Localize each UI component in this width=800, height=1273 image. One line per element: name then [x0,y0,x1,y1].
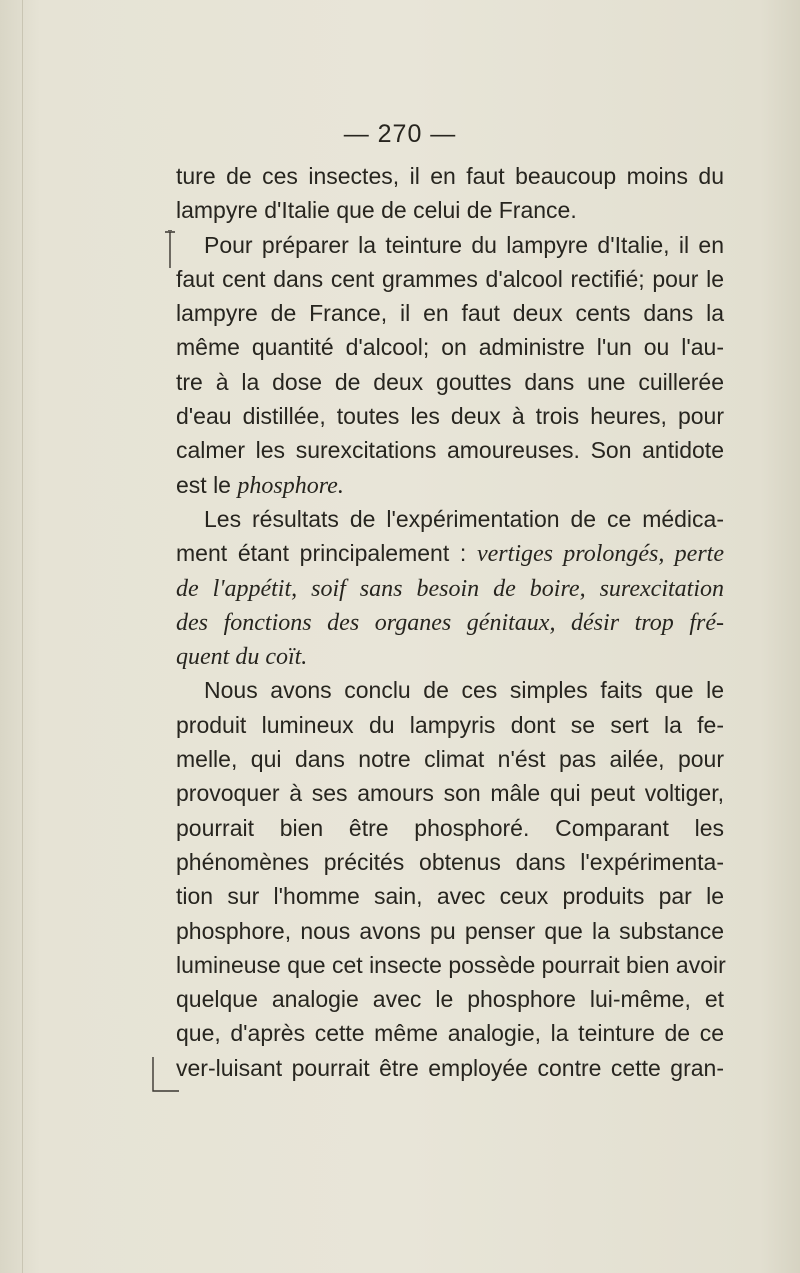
text-line: phosphore, nous avons pu penser que la substance [176,917,724,944]
text-span: est le [176,471,238,498]
text-line [176,468,724,502]
text-line: calmer les surexcitations amoureuses. Son antidote [176,437,724,464]
text-line: même quantité d'alcool; on administre l'un ou l'au- [176,334,724,361]
text-line: melle, qui dans notre climat n'ést pas ailée, pour [176,746,724,773]
gutter-shadow [22,0,23,1273]
text-line: lampyre de France, il en faut deux cents dans la [176,300,724,327]
text-line [176,536,724,570]
body-text [176,159,724,1085]
text-line: lumineuse que cet insecte possède pourrait bien avoir [176,951,726,978]
text-line [176,605,724,639]
text-line: faut cent dans cent grammes d'alcool rectifié; pour le [176,265,724,292]
text-line: tion sur l'homme sain, avec ceux produits par le [176,883,724,910]
text-line: provoquer à ses amours son mâle qui peut voltiger, [176,780,724,807]
text-line: pourrait bien être phosphoré. Comparant les [176,814,724,841]
text-line: d'eau distillée, toutes les deux à trois heures, pour [176,403,724,430]
italic-text: vertiges prolongés, perte [477,541,724,568]
text-line: phénomènes précités obtenus dans l'expérimenta- [176,848,724,875]
text-line [176,639,724,673]
text-line: Les résultats de l'expérimentation de ce médica- [204,505,724,532]
text-line: que, d'après cette même analogie, la teinture de ce [176,1020,724,1047]
text-line: ver-luisant pourrait être employée contre cette gran- [176,1054,724,1081]
italic-text: de l'appétit, soif sans besoin de boire, surexcitation [176,575,724,602]
page-number: — 270 — [343,120,457,148]
text-line: produit lumineux du lampyris dont se sert la fe- [176,711,724,738]
italic-text: phosphore. [237,472,344,499]
text-span: ment étant principalement : [176,540,477,567]
margin-bracket-top [163,230,177,270]
text-line: tre à la dose de deux gouttes dans une cuillerée [176,368,724,395]
text-line: quelque analogie avec le phosphore lui-même, et [176,986,724,1013]
italic-text: quent du coït. [176,644,308,671]
margin-bracket-bottom [145,1055,181,1101]
text-line: Nous avons conclu de ces simples faits que le [204,677,724,704]
text-line: ture de ces insectes, il en faut beaucoup moins du [176,163,724,189]
text-line: Pour préparer la teinture du lampyre d'Italie, il en [204,231,724,258]
text-line [176,571,724,605]
italic-text: des fonctions des organes génitaux, désir trop fré- [176,609,724,636]
text-line: lampyre d'Italie que de celui de France. [176,197,577,224]
